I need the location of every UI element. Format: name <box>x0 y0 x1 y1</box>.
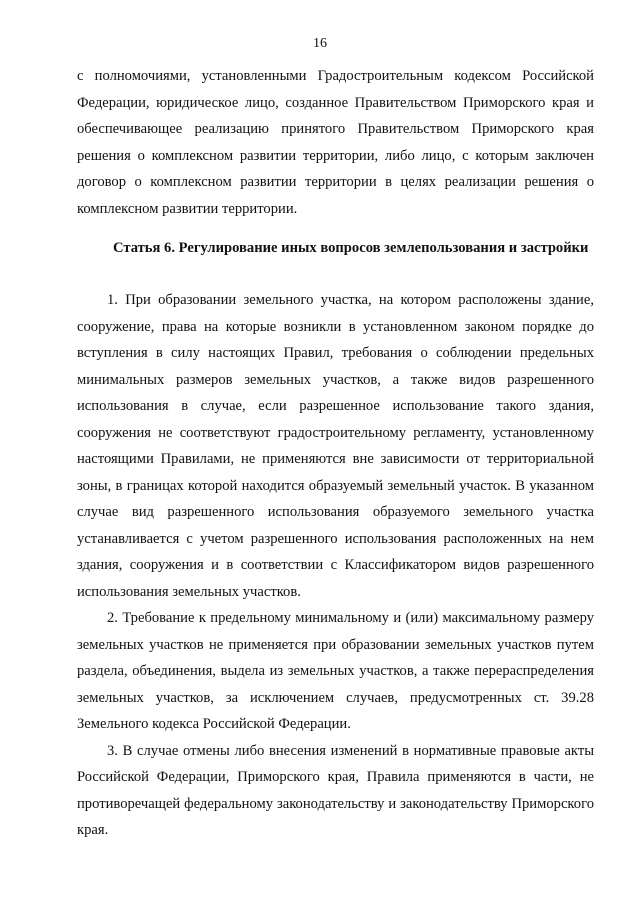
clause-3: 3. В случае отмены либо внесения изменений в нормативные правовые акты Российской Федерации, Приморского края, Правила применяются в части, не противоречащей федеральному законодательству и законодательству Приморского края. <box>77 742 594 838</box>
intro-paragraph-block <box>77 63 594 222</box>
clause-1: 1. При образовании земельного участка, на котором расположены здание, сооружение, права на которые возникли в установленном законом порядке до вступления в силу настоящих Правил, требования о соблюдении предельных минимальных размеров земельных участков, а также видов разрешенного использования в случае, если разрешенное использование такого здания, сооружения не соответствуют градостроительному регламенту, установленному настоящими Правилами, не применяются вне зависимости от территориальной зоны, в границах которой находится образуемый земельный участок. В указанном случае вид разрешенного использования образуемого земельного участка устанавливается с учетом разрешенного использования расположенных на нем здания, сооружения и в соответствии с Классификатором видов разрешенного использования земельных участков. <box>77 292 594 600</box>
intro-paragraph: с полномочиями, установленными Градостроительным кодексом Российской Федерации, юридическое лицо, созданное Правительством Приморского края и обеспечивающее реализацию принятого Правительством Приморского края решения о комплексном развитии территории, либо лицо, с которым заключен договор о комплексном развитии территории в целях реализации решения о комплексном развитии территории. <box>77 68 594 217</box>
article-clauses <box>77 287 594 844</box>
clause-2: 2. Требование к предельному минимальному и (или) максимальному размеру земельных участков не применяется при образовании земельных участков путем раздела, объединения, выдела из земельных участков, а также перераспределения земельных участков, за исключением случаев, предусмотренных ст. 39.28 Земельного кодекса Российской Федерации. <box>77 610 594 732</box>
article-heading: Статья 6. Регулирование иных вопросов землепользования и застройки <box>113 240 589 256</box>
page-number: 16 <box>313 36 327 51</box>
